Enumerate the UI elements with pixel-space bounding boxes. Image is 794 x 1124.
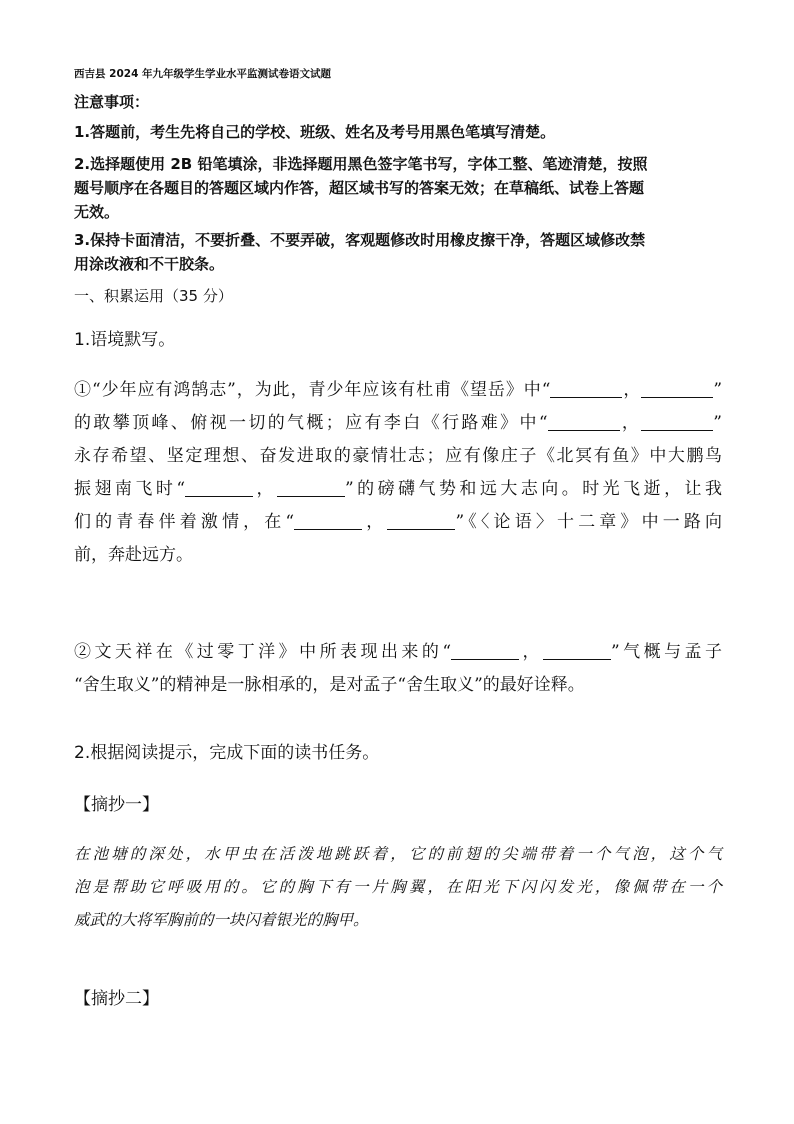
notice-item-1: 1.答题前，考生先将自己的学校、班级、姓名及考号用黑色笔填写清楚。 xyxy=(74,123,556,141)
answer-blank[interactable] xyxy=(185,479,253,497)
q1-p1-text: 振翅南飞时“ xyxy=(74,479,186,499)
notice-heading: 注意事项： xyxy=(74,93,150,111)
q1-p1-comma: ， xyxy=(622,380,642,400)
q1-p1-comma: ， xyxy=(362,512,388,532)
notice-item-2-line-2: 题号顺序在各题目的答题区域内作答，超区域书写的答案无效；在草稿纸、试卷上答题 xyxy=(74,179,645,197)
q1-p2-line-2: “舍生取义”的精神是一脉相承的，是对孟子“舍生取义”的最好诠释。 xyxy=(74,675,585,695)
answer-blank[interactable] xyxy=(543,642,611,660)
question-1-title: 1.语境默写。 xyxy=(74,330,176,350)
answer-blank[interactable] xyxy=(641,380,713,398)
q1-p2-text: ②文天祥在《过零丁洋》中所表现出来的“ xyxy=(74,642,452,662)
answer-blank[interactable] xyxy=(387,512,455,530)
q1-p2-line-1 xyxy=(74,636,722,669)
q1-p1-quote: ” xyxy=(713,413,722,433)
answer-blank[interactable] xyxy=(451,642,519,660)
excerpt-1-text xyxy=(74,838,722,937)
q1-p1-comma: ， xyxy=(619,413,642,433)
question-2-title: 2.根据阅读提示，完成下面的读书任务。 xyxy=(74,743,380,763)
answer-blank[interactable] xyxy=(550,380,622,398)
q1-p1-text: ①“少年应有鸿鹄志”，为此，青少年应该有杜甫《望岳》中“ xyxy=(74,380,551,400)
answer-blank[interactable] xyxy=(641,413,713,431)
q1-p1-quote: ” xyxy=(713,380,723,400)
q1-p1-line-1 xyxy=(74,374,722,407)
q1-p1-comma: ， xyxy=(253,479,277,499)
q1-p2-text: ”气概与孟子 xyxy=(610,642,722,662)
notice-item-3-line-1: 3.保持卡面清洁，不要折叠、不要弄破，客观题修改时用橡皮擦干净，答题区域修改禁 xyxy=(74,231,646,249)
q1-p1-line-2 xyxy=(74,407,722,440)
q1-p1-text: 们的青春伴着激情，在“ xyxy=(74,512,295,532)
question-1-part-1 xyxy=(74,374,722,572)
notice-item-2 xyxy=(74,152,724,224)
q1-p1-text: ”《〈论语〉十二章》中一路向 xyxy=(455,512,722,532)
notice-item-3-line-2: 用涂改液和不干胶条。 xyxy=(74,255,225,273)
excerpt-1-line-1: 在池塘的深处，水甲虫在活泼地跳跃着，它的前翅的尖端带着一个气泡，这个气 xyxy=(74,845,722,863)
q1-p1-text: ”的磅礴气势和远大志向。时光飞逝，让我 xyxy=(344,479,722,499)
section-1-heading: 一、积累运用（35 分） xyxy=(74,287,233,305)
answer-blank[interactable] xyxy=(548,413,620,431)
notice-item-2-line-3: 无效。 xyxy=(74,203,120,221)
excerpt-1-line-2: 泡是帮助它呼吸用的。它的胸下有一片胸翼，在阳光下闪闪发光，像佩带在一个 xyxy=(74,878,722,896)
q1-p1-line-3: 永存希望、坚定理想、奋发进取的豪情壮志；应有像庄子《北冥有鱼》中大鹏鸟 xyxy=(74,446,722,466)
q1-p1-line-5 xyxy=(74,506,722,539)
q1-p2-comma: ， xyxy=(519,642,543,662)
q1-p1-line-4 xyxy=(74,473,722,506)
exam-title: 西吉县 2024 年九年级学生学业水平监测试卷语文试题 xyxy=(74,68,332,80)
excerpt-1-label: 【摘抄一】 xyxy=(74,795,159,815)
question-1-part-2 xyxy=(74,636,722,702)
q1-p1-line-6: 前，奔赴远方。 xyxy=(74,545,193,565)
excerpt-1-line-3: 威武的大将军胸前的一块闪着银光的胸甲。 xyxy=(74,911,369,929)
notice-item-2-line-1: 2.选择题使用 2B 铅笔填涂，非选择题用黑色签字笔书写，字体工整、笔迹清楚，按照 xyxy=(74,155,648,173)
answer-blank[interactable] xyxy=(294,512,362,530)
q1-p1-text: 的敢攀顶峰、俯视一切的气概；应有李白《行路难》中“ xyxy=(74,413,548,433)
answer-blank[interactable] xyxy=(277,479,345,497)
notice-item-3 xyxy=(74,228,724,276)
excerpt-2-label: 【摘抄二】 xyxy=(74,989,159,1009)
